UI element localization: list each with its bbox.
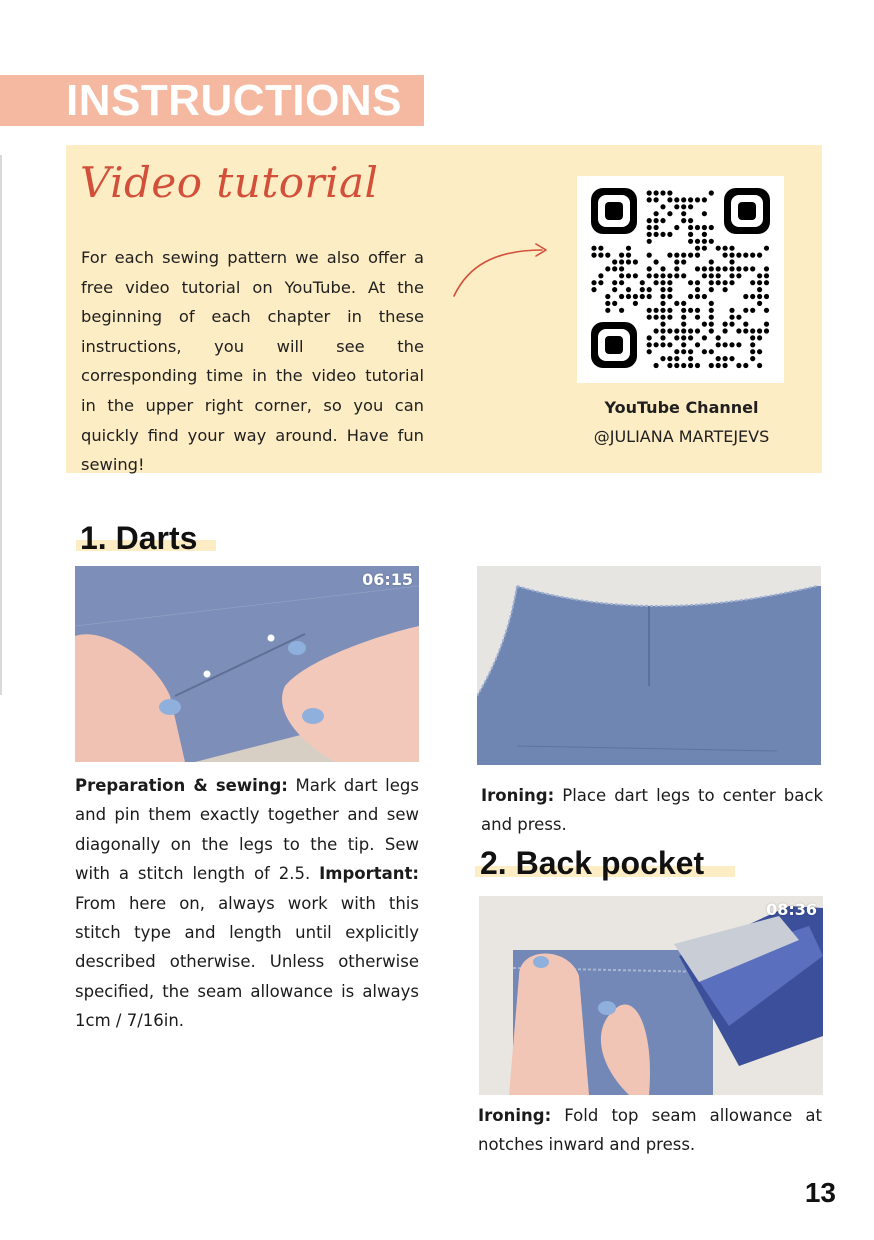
qr-dot <box>750 335 755 340</box>
qr-finder-top-left-icon <box>591 188 637 234</box>
qr-dot <box>681 315 686 320</box>
qr-dot <box>688 349 693 354</box>
qr-dot <box>702 197 707 202</box>
qr-code-graphic <box>577 176 784 383</box>
qr-dot <box>674 253 679 258</box>
qr-dot <box>716 280 721 285</box>
qr-dot <box>612 259 617 264</box>
qr-dot <box>667 356 672 361</box>
qr-dot <box>764 322 769 327</box>
qr-dot <box>605 294 610 299</box>
qr-dot <box>750 266 755 271</box>
qr-dot <box>681 328 686 333</box>
qr-dot <box>667 253 672 258</box>
qr-dot <box>750 342 755 347</box>
qr-dot <box>626 259 631 264</box>
qr-dot <box>757 349 762 354</box>
qr-dot <box>654 280 659 285</box>
qr-dot <box>667 308 672 313</box>
qr-dot <box>750 328 755 333</box>
qr-dot <box>709 266 714 271</box>
qr-dot <box>750 280 755 285</box>
qr-dot <box>702 239 707 244</box>
qr-dot <box>688 225 693 230</box>
qr-dot <box>674 197 679 202</box>
qr-dot <box>619 273 624 278</box>
qr-dot <box>757 328 762 333</box>
qr-dot <box>667 197 672 202</box>
qr-dot <box>640 287 645 292</box>
qr-dot <box>660 280 665 285</box>
qr-dot <box>660 335 665 340</box>
qr-dot <box>626 287 631 292</box>
qr-dot <box>654 363 659 368</box>
qr-dot <box>640 280 645 285</box>
preparation-label: Preparation & sewing: <box>75 776 288 795</box>
qr-dot <box>674 273 679 278</box>
qr-dot <box>757 273 762 278</box>
qr-dot <box>660 190 665 195</box>
qr-dot <box>764 246 769 251</box>
qr-dot <box>723 280 728 285</box>
qr-dot <box>633 294 638 299</box>
qr-dot <box>647 335 652 340</box>
darts-preparation-text <box>75 771 419 1036</box>
qr-dot <box>654 308 659 313</box>
qr-dot <box>695 287 700 292</box>
qr-dot <box>743 294 748 299</box>
qr-dot <box>660 287 665 292</box>
qr-dot <box>647 253 652 258</box>
qr-dot <box>702 294 707 299</box>
ironing-label: Ironing: <box>478 1106 552 1125</box>
qr-dot <box>757 287 762 292</box>
qr-dot <box>750 308 755 313</box>
qr-dot <box>681 301 686 306</box>
qr-dot <box>654 342 659 347</box>
qr-dot <box>619 280 624 285</box>
qr-dot <box>598 273 603 278</box>
qr-dot <box>660 218 665 223</box>
qr-dot <box>709 225 714 230</box>
video-timestamp: 08:36 <box>766 900 817 919</box>
qr-dot <box>716 246 721 251</box>
qr-dot <box>750 349 755 354</box>
qr-dot <box>660 356 665 361</box>
qr-dot <box>702 211 707 216</box>
qr-dot <box>729 273 734 278</box>
preparation-body-1: Mark dart legs and pin them exactly together and sew diagonally on the legs to the tip. Sew with a stitch length of 2.5. <box>75 776 419 884</box>
qr-dot <box>688 239 693 244</box>
qr-dot <box>654 232 659 237</box>
back-pocket-photo <box>479 896 823 1095</box>
qr-dot <box>667 363 672 368</box>
qr-dot <box>757 363 762 368</box>
qr-dot <box>626 273 631 278</box>
qr-dot <box>647 315 652 320</box>
qr-dot <box>709 363 714 368</box>
qr-dot <box>598 246 603 251</box>
qr-dot <box>660 308 665 313</box>
qr-dot <box>660 294 665 299</box>
qr-dot <box>709 315 714 320</box>
qr-dot <box>709 301 714 306</box>
qr-dot <box>709 322 714 327</box>
qr-dot <box>695 197 700 202</box>
qr-dot <box>667 211 672 216</box>
qr-dot <box>736 363 741 368</box>
qr-dot <box>591 246 596 251</box>
qr-dot <box>743 328 748 333</box>
qr-dot <box>702 273 707 278</box>
qr-dot <box>667 342 672 347</box>
qr-dot <box>695 239 700 244</box>
qr-dot <box>605 266 610 271</box>
darts-ironing-text <box>481 781 823 840</box>
qr-dot <box>723 328 728 333</box>
qr-dot <box>660 315 665 320</box>
qr-dot <box>633 301 638 306</box>
qr-dot <box>605 253 610 258</box>
qr-dot <box>709 259 714 264</box>
qr-dot <box>736 266 741 271</box>
qr-dot <box>660 328 665 333</box>
qr-dot <box>695 308 700 313</box>
qr-dot <box>619 294 624 299</box>
qr-dot <box>743 266 748 271</box>
qr-dot <box>674 349 679 354</box>
qr-dot <box>757 301 762 306</box>
qr-dot <box>702 225 707 230</box>
qr-dot <box>688 328 693 333</box>
qr-dot <box>695 266 700 271</box>
qr-dot <box>716 266 721 271</box>
qr-dot <box>605 308 610 313</box>
qr-dot <box>716 363 721 368</box>
qr-dot <box>654 218 659 223</box>
qr-dot <box>647 190 652 195</box>
qr-dot <box>681 197 686 202</box>
qr-dot <box>681 218 686 223</box>
qr-dot <box>654 328 659 333</box>
left-margin-rule <box>0 155 2 695</box>
darts-photo-ironed <box>477 566 821 765</box>
qr-dot <box>688 280 693 285</box>
qr-dot <box>716 356 721 361</box>
qr-dot <box>619 266 624 271</box>
qr-dot <box>681 308 686 313</box>
qr-dot <box>729 315 734 320</box>
qr-dot <box>647 273 652 278</box>
qr-dot <box>660 232 665 237</box>
qr-dot <box>736 273 741 278</box>
qr-dot <box>654 211 659 216</box>
qr-dot <box>695 315 700 320</box>
qr-dot <box>702 335 707 340</box>
preparation-body-2: From here on, always work with this stitch type and length until explicitly described otherwise. Unless otherwise specified, the seam allowance is always 1cm / 7/16in. <box>75 893 419 1031</box>
qr-dot <box>681 259 686 264</box>
qr-dot <box>729 342 734 347</box>
qr-dot <box>619 308 624 313</box>
qr-dot <box>709 328 714 333</box>
qr-dot <box>729 246 734 251</box>
qr-dot <box>660 322 665 327</box>
qr-dot <box>764 328 769 333</box>
qr-dot <box>723 266 728 271</box>
qr-dot <box>702 349 707 354</box>
qr-dot <box>667 287 672 292</box>
qr-dot <box>764 273 769 278</box>
qr-dot <box>723 356 728 361</box>
qr-dot <box>660 342 665 347</box>
back-pocket-ironing-text <box>478 1101 822 1160</box>
qr-dot <box>660 273 665 278</box>
qr-dot <box>619 259 624 264</box>
qr-dot <box>750 356 755 361</box>
youtube-channel-label: YouTube Channel <box>604 398 759 417</box>
qr-dot <box>674 225 679 230</box>
qr-dot <box>654 225 659 230</box>
qr-dot <box>743 308 748 313</box>
page-number: 13 <box>804 1177 836 1208</box>
qr-dot <box>688 308 693 313</box>
qr-dot <box>654 273 659 278</box>
qr-dot <box>647 266 652 271</box>
qr-dot <box>757 335 762 340</box>
qr-dot <box>709 349 714 354</box>
qr-dot <box>757 294 762 299</box>
qr-dot <box>654 259 659 264</box>
qr-code[interactable] <box>577 176 784 383</box>
qr-dot <box>736 342 741 347</box>
qr-dot <box>674 335 679 340</box>
qr-dot <box>743 253 748 258</box>
qr-dot <box>674 363 679 368</box>
qr-dot <box>591 287 596 292</box>
qr-dot <box>647 218 652 223</box>
qr-dot <box>688 363 693 368</box>
qr-dot <box>709 239 714 244</box>
qr-dot <box>723 322 728 327</box>
qr-dot <box>626 294 631 299</box>
qr-dot <box>647 294 652 299</box>
qr-dot <box>688 218 693 223</box>
qr-dot <box>647 197 652 202</box>
qr-dot <box>681 349 686 354</box>
qr-dot <box>674 328 679 333</box>
qr-dot <box>612 301 617 306</box>
qr-dot <box>764 280 769 285</box>
qr-dot <box>729 266 734 271</box>
qr-dot <box>667 280 672 285</box>
qr-dot <box>729 280 734 285</box>
qr-dot <box>688 335 693 340</box>
qr-dot <box>764 308 769 313</box>
qr-dot <box>723 253 728 258</box>
qr-dot <box>612 266 617 271</box>
qr-dot <box>750 294 755 299</box>
qr-dot <box>695 280 700 285</box>
qr-dot <box>598 253 603 258</box>
qr-dot <box>709 308 714 313</box>
qr-dot <box>716 342 721 347</box>
qr-dot <box>695 328 700 333</box>
qr-dot <box>695 246 700 251</box>
qr-dot <box>723 246 728 251</box>
qr-dot <box>598 280 603 285</box>
qr-dot <box>633 259 638 264</box>
qr-dot <box>654 190 659 195</box>
qr-dot <box>702 232 707 237</box>
section-title-darts: 1. Darts <box>80 520 198 556</box>
qr-dot <box>736 315 741 320</box>
qr-dot <box>702 322 707 327</box>
qr-dot <box>647 349 652 354</box>
qr-dot <box>695 342 700 347</box>
qr-dot <box>626 253 631 258</box>
qr-dot <box>681 204 686 209</box>
qr-dot <box>716 273 721 278</box>
qr-dot <box>688 294 693 299</box>
video-tutorial-description: For each sewing pattern we also offer a free video tutorial on YouTube. At the beginning of each chapter in these instructions, you will see the corresponding time in the video tutorial in the upper right corner, so you can quickly find your way around. Have fun sewing! <box>81 248 424 475</box>
qr-dot <box>736 253 741 258</box>
qr-dot <box>667 232 672 237</box>
qr-dot <box>612 280 617 285</box>
qr-dot <box>660 204 665 209</box>
qr-dot <box>764 294 769 299</box>
qr-dot <box>688 204 693 209</box>
qr-dot <box>723 287 728 292</box>
qr-dot <box>709 190 714 195</box>
qr-dot <box>681 211 686 216</box>
qr-dot <box>750 253 755 258</box>
qr-dot <box>674 356 679 361</box>
qr-finder-bottom-left-icon <box>591 322 637 368</box>
qr-dot <box>667 328 672 333</box>
qr-dot <box>681 273 686 278</box>
important-label: Important: <box>319 864 419 884</box>
qr-dot <box>695 363 700 368</box>
video-timestamp: 06:15 <box>362 570 413 589</box>
qr-dot <box>695 253 700 258</box>
youtube-channel-handle[interactable]: @JULIANA MARTEJEVS <box>593 427 770 446</box>
qr-dot <box>667 294 672 299</box>
qr-dot <box>654 315 659 320</box>
qr-dot <box>647 225 652 230</box>
qr-dot <box>674 266 679 271</box>
qr-dot <box>709 280 714 285</box>
qr-dot <box>702 246 707 251</box>
qr-dot <box>640 294 645 299</box>
qr-dot <box>660 301 665 306</box>
qr-finder-top-right-icon <box>724 188 770 234</box>
qr-dot <box>709 273 714 278</box>
qr-dot <box>736 328 741 333</box>
qr-dot <box>667 190 672 195</box>
qr-dot <box>681 253 686 258</box>
video-tutorial-heading: Video tutorial <box>80 158 379 207</box>
qr-dot <box>757 280 762 285</box>
qr-dot <box>647 308 652 313</box>
qr-dot <box>702 266 707 271</box>
qr-dot <box>667 315 672 320</box>
qr-dot <box>729 259 734 264</box>
darts-photo-pinning <box>75 566 419 762</box>
qr-dot <box>695 294 700 299</box>
qr-dot <box>743 363 748 368</box>
qr-dot <box>681 363 686 368</box>
qr-dot <box>647 342 652 347</box>
curved-arrow-icon <box>450 236 554 300</box>
qr-dot <box>743 322 748 327</box>
qr-dot <box>688 253 693 258</box>
qr-dot <box>647 232 652 237</box>
qr-dot <box>619 253 624 258</box>
qr-dot <box>591 253 596 258</box>
qr-dot <box>681 322 686 327</box>
qr-dot <box>681 342 686 347</box>
page-title: INSTRUCTIONS <box>66 76 402 125</box>
qr-dot <box>729 308 734 313</box>
qr-dot <box>688 356 693 361</box>
qr-dot <box>688 232 693 237</box>
qr-dot <box>716 335 721 340</box>
section-title-back-pocket: 2. Back pocket <box>480 845 705 881</box>
ironing-body: Fold top seam allowance at notches inward and press. <box>478 1106 822 1155</box>
qr-dot <box>660 266 665 271</box>
qr-dot <box>626 246 631 251</box>
qr-dot <box>654 197 659 202</box>
qr-dot <box>605 301 610 306</box>
qr-dot <box>667 273 672 278</box>
qr-dot <box>764 266 769 271</box>
qr-dot <box>591 280 596 285</box>
qr-dot <box>674 259 679 264</box>
qr-dot <box>674 204 679 209</box>
qr-dot <box>612 287 617 292</box>
qr-dot <box>723 363 728 368</box>
qr-dot <box>729 356 734 361</box>
qr-dot <box>688 197 693 202</box>
qr-dot <box>647 287 652 292</box>
qr-dot <box>633 273 638 278</box>
ironing-label: Ironing: <box>481 786 555 805</box>
qr-dot <box>723 342 728 347</box>
qr-dot <box>729 322 734 327</box>
qr-dot <box>729 253 734 258</box>
qr-dot <box>695 225 700 230</box>
qr-dot <box>709 287 714 292</box>
qr-dot <box>647 239 652 244</box>
qr-dot <box>674 301 679 306</box>
qr-dot <box>681 335 686 340</box>
ironing-body: Place dart legs to center back and press. <box>481 786 823 835</box>
qr-dot <box>757 253 762 258</box>
